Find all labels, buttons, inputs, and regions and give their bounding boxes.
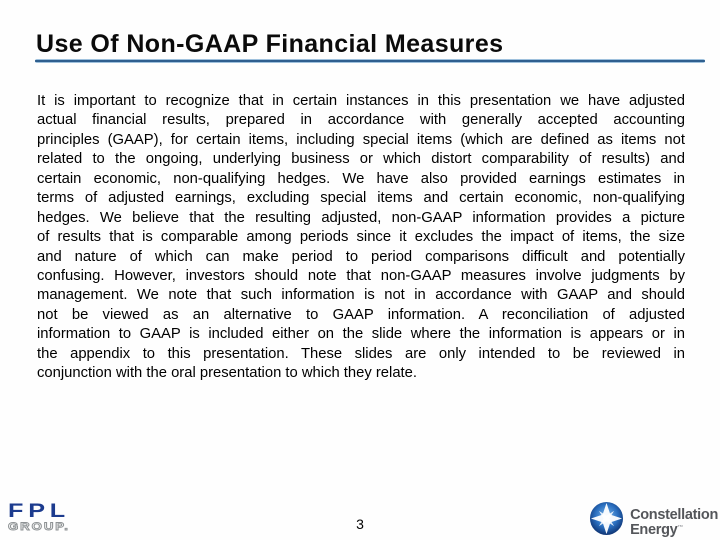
page-number: 3 (356, 516, 364, 532)
fpl-logo-text: FPL (8, 500, 71, 522)
fpl-group-text: GROUP. (8, 521, 70, 533)
body-text-line: confusing. However, investors should note that non-GAAP measures involve judgments by (37, 267, 685, 284)
fpl-group-logo (8, 500, 71, 533)
body-text-line: information to GAAP is included either on the slide where the information is appears or in (37, 326, 685, 343)
body-text-line: not be viewed as an alternative to GAAP information. A reconciliation of adjusted (37, 306, 685, 323)
title-underline (35, 59, 705, 63)
page-title: Use Of Non-GAAP Financial Measures (36, 30, 504, 58)
body-text-line: the appendix to this presentation. These slides are only intended to be reviewed in (37, 345, 685, 362)
constellation-name: Constellation (630, 507, 718, 523)
body-text-line: conjunction with the oral presentation to which they relate. (37, 365, 418, 382)
body-text-line: terms of adjusted earnings, excluding special items and certain economic, non-qualifying (37, 190, 685, 207)
body-text-line: hedges. We believe that the resulting adjusted, non-GAAP information provides a picture (37, 209, 685, 226)
body-text (37, 92, 685, 384)
body-text-line: management. We note that such information is not in accordance with GAAP and should (37, 287, 685, 304)
trademark-mark: ™ (677, 524, 684, 531)
constellation-logo-text (630, 509, 718, 536)
constellation-energy-logo (589, 501, 718, 536)
body-text-line: certain economic, non-qualifying hedges. We have also provided earnings estimates in (37, 170, 685, 187)
body-text-line: actual financial results, prepared in accordance with generally accepted accounting (37, 112, 685, 129)
constellation-energy: Energy™ (630, 521, 684, 538)
constellation-starburst-icon (589, 501, 624, 536)
body-text-line: It is important to recognize that in certain instances in this presentation we have adjusted (37, 93, 685, 109)
body-text-line: principles (GAAP), for certain items, including special items (which are defined as items not (37, 131, 685, 148)
body-text-line: related to the ongoing, underlying business or which distort comparability of results) and (37, 151, 685, 168)
body-text-line: of results that is comparable among periods since it excludes the impact of items, the size (37, 229, 685, 246)
body-text-line: and nature of which can make period to period comparisons difficult and potentially (37, 248, 685, 265)
